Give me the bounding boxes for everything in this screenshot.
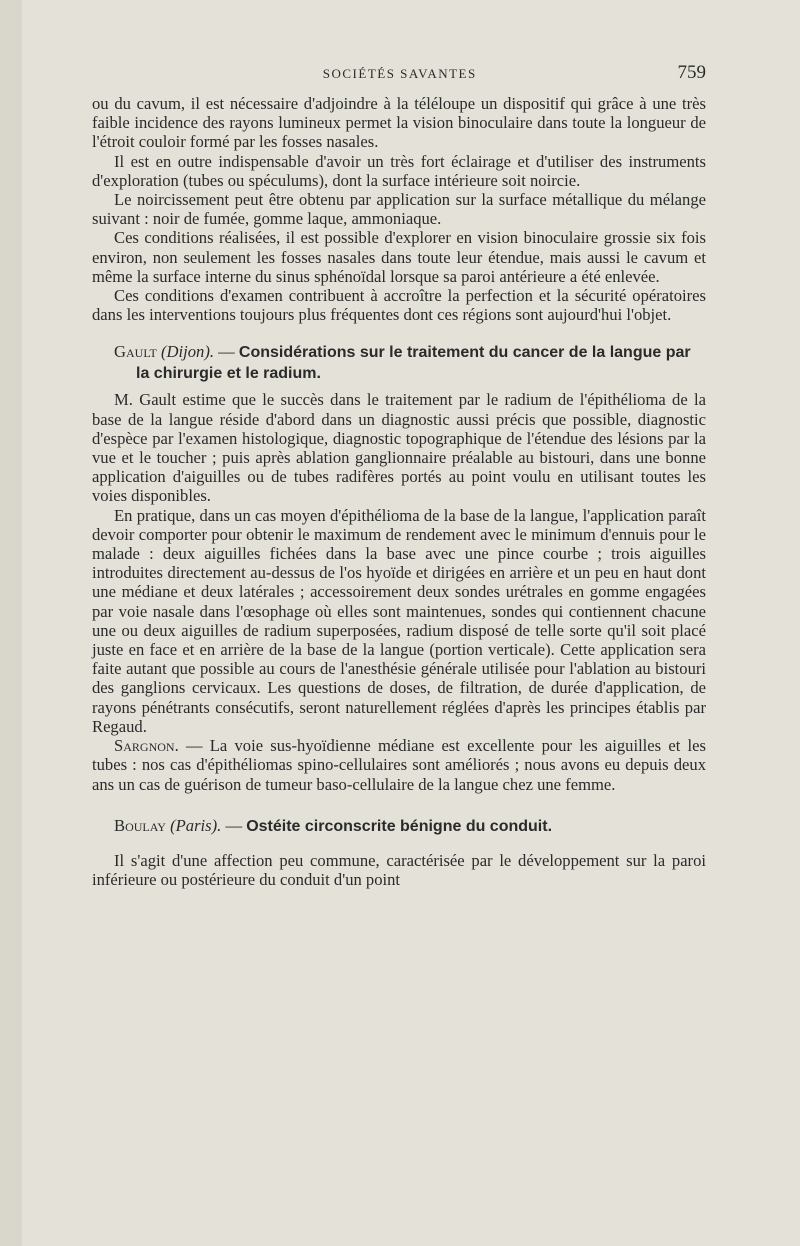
paragraph: Il s'agit d'une affection peu commune, caractérisée par le développement sur la paroi inférieure ou postérieure du conduit d'un point	[92, 850, 706, 889]
comment-text: — La voie sus-hyoïdienne médiane est excellente pour les aiguilles et les tubes : nos cas d'épithéliomas spino-cellulaires sont améliorés ; nous avons eu depuis deux ans un cas de guérison de tumeur baso-cellulaire de la langue chez une femme.	[92, 736, 706, 794]
page	[22, 0, 800, 1246]
running-title: SOCIÉTÉS SAVANTES	[322, 66, 477, 81]
page-number: 759	[677, 62, 706, 83]
comment-paragraph	[92, 736, 706, 794]
article-author: Gault	[114, 342, 157, 362]
paragraph: M. Gault estime que le succès dans le traitement par le radium de l'épithélioma de la base de la langue réside d'abord dans un diagnostic aussi précis que possible, diagnostic d'espèce par l'examen histologique, diagnostic topographique de l'étendue des lésions par la vue et le toucher ; puis après ablation ganglionnaire préalable au bistouri, dans une bonne application d'aiguilles ou de tubes radifères portés au point voulu en utilisant toutes les voies disponibles.	[92, 390, 706, 506]
article-title: Considérations sur le traitement du cancer de la langue par la chirurgie et le radium.	[136, 344, 691, 383]
article-city: (Paris).	[170, 815, 222, 835]
page-content	[92, 62, 706, 889]
paragraph: Le noircissement peut être obtenu par application sur la surface métallique du mélange suivant : noir de fumée, gomme laque, ammoniaque.	[92, 190, 706, 229]
article-author: Boulay	[114, 815, 166, 835]
comment-author: Sargnon.	[114, 736, 179, 756]
paragraph: ou du cavum, il est nécessaire d'adjoindre à la téléloupe un dispositif qui grâce à une très faible incidence des rayons lumineux permet la vision binoculaire dans toute la longueur de l'étroit couloir formé par les fosses nasales.	[92, 94, 706, 152]
running-header	[92, 62, 706, 94]
paragraph: Ces conditions réalisées, il est possible d'explorer en vision binoculaire grossie six fois environ, non seulement les fosses nasales dans toute leur étendue, mais aussi le cavum et même la surface interne du sinus sphénoïdal lorsque sa paroi antérieure a été enlevée.	[92, 228, 706, 286]
paragraph: Ces conditions d'examen contribuent à accroître la perfection et la sécurité opératoires dans les interventions toujours plus fréquentes dont ces régions sont aujourd'hui l'objet.	[92, 286, 706, 325]
paragraph: Il est en outre indispensable d'avoir un très fort éclairage et d'utiliser des instruments d'exploration (tubes ou spéculums), dont la surface intérieure soit noircie.	[92, 151, 706, 190]
article-city: (Dijon).	[161, 342, 215, 362]
paragraph: En pratique, dans un cas moyen d'épithélioma de la base de la langue, l'application paraît devoir comporter pour obtenir le maximum de rendement avec le minimum d'ennuis pour le malade : deux aiguilles fichées dans la base avec une pince courbe ; trois aiguilles introduites directement au-dessus de l'os hyoïde et dirigées en arrière et un peu en haut dont une médiane et deux latérales ; accessoirement deux sondes urétrales en gomme engagées par voie nasale dans l'œsophage où elles sont maintenues, sondes qui contiennent chacune une ou deux aiguilles de radium superposées, radium disposé de telle sorte qu'il soit placé juste en face et en arrière de la base de la langue (portion verticale). Cette application sera faite autant que possible au cours de l'anesthésie générale utilisée pour l'ablation au bistouri des ganglions cervicaux. Les questions de doses, de filtration, de durée d'application, de rayons pénétrants consécutifs, seront naturellement réglées d'après les principes établis par Regaud.	[92, 505, 706, 736]
article-heading	[114, 816, 706, 837]
heading-dash: —	[221, 815, 247, 835]
article-heading	[114, 342, 706, 384]
article-title: Ostéite circonscrite bénigne du conduit.	[246, 817, 553, 835]
heading-dash: —	[214, 342, 239, 362]
